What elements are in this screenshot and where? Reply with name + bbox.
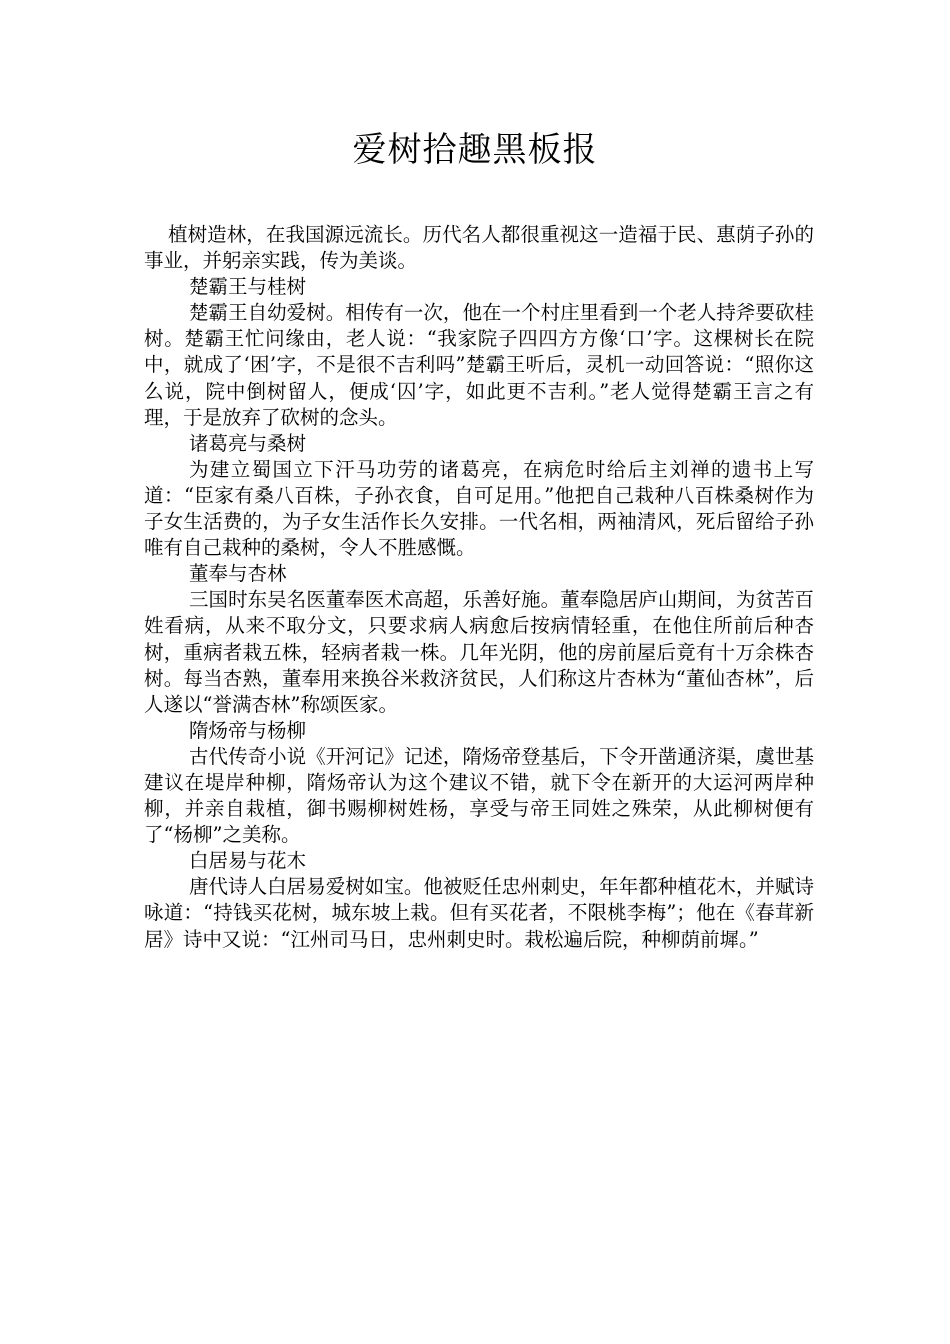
- section-heading-zhuge-liang: 诸葛亮与桑树: [189, 431, 307, 455]
- page-title: 爱树拾趣黑板报: [352, 130, 598, 170]
- article-body: [144, 222, 814, 953]
- intro-paragraph: 植树造林，在我国源远流长。历代名人都很重视这一造福于民、惠荫子孙的事业，并躬亲实践，传为美谈。: [144, 223, 814, 273]
- section-heading-xiang-yu: 楚霸王与桂树: [189, 275, 307, 299]
- section-body-dong-feng: 三国时东吴名医董奉医术高超，乐善好施。董奉隐居庐山期间，为贫苦百姓看病，从来不取分文，只要求病人病愈后按病情轻重，在他住所前后种杏树，重病者栽五株，轻病者栽一株。几年光阴，他的房前屋后竟有十万余株杏树。每当杏熟，董奉用来换谷米救济贫民，人们称这片杏林为“董仙杏林”，后人遂以“誉满杏林”称颂医家。: [144, 588, 814, 716]
- section-body-sui-yangdi: 古代传奇小说《开河记》记述，隋炀帝登基后，下令开凿通济渠，虞世基建议在堤岸种柳，隋炀帝认为这个建议不错，就下令在新开的大运河两岸种柳，并亲自栽植，御书赐柳树姓杨，享受与帝王同姓之殊荣，从此柳树便有了“杨柳”之美称。: [144, 744, 814, 847]
- section-body-zhuge-liang: 为建立蜀国立下汗马功劳的诸葛亮，在病危时给后主刘禅的遗书上写道：“臣家有桑八百株，子孙衣食，自可足用。”他把自己栽种八百株桑树作为子女生活费的，为子女生活作长久安排。一代名相，两袖清风，死后留给子孙唯有自己栽种的桑树，令人不胜感慨。: [144, 457, 814, 560]
- section-heading-sui-yangdi: 隋炀帝与杨柳: [189, 718, 307, 742]
- section-heading-bai-juyi: 白居易与花木: [189, 849, 307, 873]
- section-body-xiang-yu: 楚霸王自幼爱树。相传有一次，他在一个村庄里看到一个老人持斧要砍桂树。楚霸王忙问缘由，老人说：“我家院子四四方方像‘口’字。这棵树长在院中，就成了‘困’字，不是很不吉利吗”楚霸王听后，灵机一动回答说：“照你这么说，院中倒树留人，便成‘囚’字，如此更不吉利。”老人觉得楚霸王言之有理，于是放弃了砍树的念头。: [144, 301, 814, 429]
- section-body-bai-juyi: 唐代诗人白居易爱树如宝。他被贬任忠州刺史，年年都种植花木，并赋诗咏道：“持钱买花树，城东坡上栽。但有买花者，不限桃李梅”；他在《春茸新居》诗中又说：“江州司马日，忠州刺史时。栽松遍后院，种柳荫前墀。”: [144, 875, 814, 951]
- section-heading-dong-feng: 董奉与杏林: [189, 562, 287, 586]
